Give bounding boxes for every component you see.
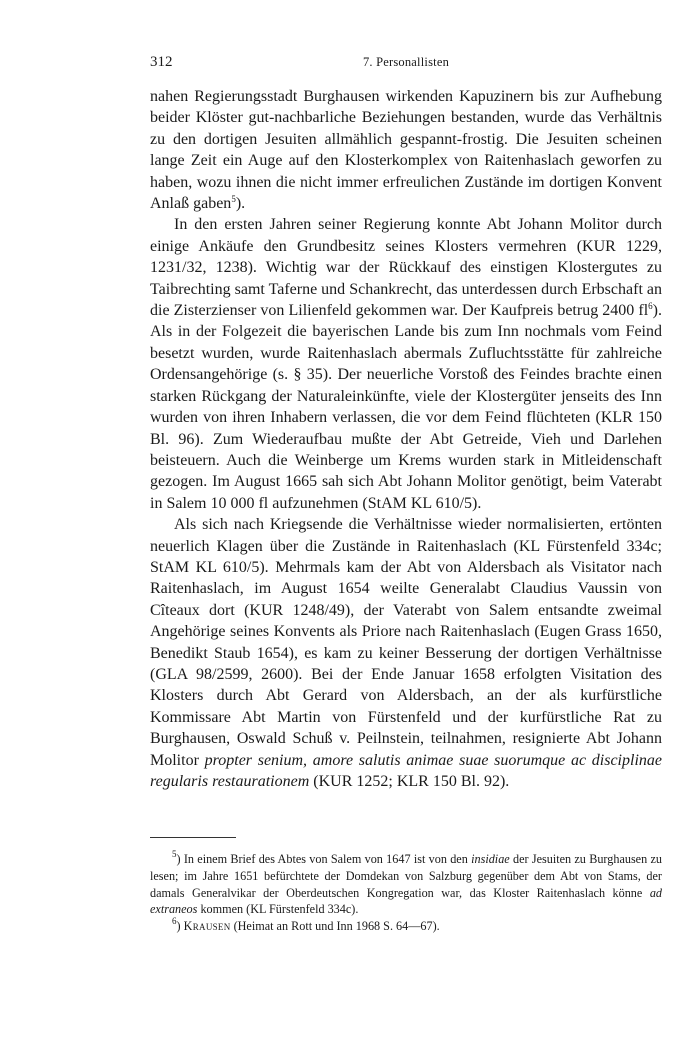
footnote-6-author: Krausen: [183, 919, 231, 934]
footnote-ref-5: 5: [231, 194, 236, 205]
paragraph-3: [150, 514, 662, 792]
footnote-6-mark: 6: [172, 916, 177, 927]
footnote-divider: [150, 837, 236, 838]
paragraph-1-text: nahen Regierungsstadt Burghausen wirkenden Kapuzinern bis zur Aufhebung beider Klöster gut-nachbarliche Beziehungen bestanden, wurde das Verhältnis zu den dortigen Jesuiten allmählich gespannt-frostig. Die Jesuiten scheinen lange Zeit ein Auge auf den Klosterkomplex von Raitenhaslach geworfen zu haben, wozu ihnen die nicht immer erfreulichen Zustände im dortigen Konvent Anlaß gaben: [150, 88, 662, 213]
latin-quote: propter senium, amore salutis animae suae suorumque ac disciplinae regularis restaurationem: [150, 751, 662, 790]
footnote-5: [150, 851, 662, 918]
footnote-6-text-a: ): [176, 919, 184, 934]
footnotes: [150, 851, 662, 935]
footnote-5-italic-1: insidiae: [471, 852, 510, 866]
paragraph-3-text-a: Als sich nach Kriegsende die Verhältnisse wieder normalisierten, ertönten neuerlich Klagen über die Zustände in Raitenhaslach (KL Fürstenfeld 334c; StAM KL 610/5). Mehrmals kam der Abt von Aldersbach als Visitator nach Raitenhaslach, im August 1654 weilte Generalabt Claudius Vaussin von Cîteaux dort (KUR 1248/49), der Vaterabt von Salem entsandte zweimal Angehörige seines Konvents als Priore nach Raitenhaslach (Eugen Grass 1650, Benedikt Staub 1654), es kam zu keiner Besserung der dortigen Verhältnisse (GLA 98/2599, 2600). Bei der Ende Januar 1658 erfolgten Visitation des Klosters durch Abt Gerard von Aldersbach, an der als kurfürstliche Kommissare Abt Martin von Fürstenfeld und der kurfürstliche Rat zu Burghausen, Oswald Schuß v. Peilnstein, teilnahmen, resignierte Abt Johann Molitor: [150, 516, 662, 769]
paragraph-2: [150, 214, 662, 514]
page-number: 312: [150, 54, 173, 70]
footnote-5-italic-2: ad extraneos: [150, 885, 662, 917]
footnote-6: [150, 918, 662, 935]
paragraph-2-text-b: ). Als in der Folgezeit die bayerischen Lande bis zum Inn nochmals vom Feind besetzt wurden, wurde Raitenhaslach abermals Zufluchtsstätte für zahlreiche Ordensangehörige (s. § 35). Der neuerliche Vorstoß des Feindes brachte einen starken Rückgang der Naturaleinkünfte, viele der Klostergüter jenseits des Inn wurden von ihren Inhabern verlassen, die vor dem Feind flüchteten (KLR 150 Bl. 96). Zum Wiederaufbau mußte der Abt Getreide, Vieh und Darlehen beisteuern. Auch die Weinberge um Krems wurden stark in Mitleidenschaft gezogen. Im August 1665 sah sich Abt Johann Molitor genötigt, beim Vaterabt in Salem 10 000 fl aufzunehmen (StAM KL 610/5).: [150, 302, 662, 512]
running-header: [150, 54, 662, 74]
paragraph-3-text-b: (KUR 1252; KLR 150 Bl. 92).: [309, 773, 510, 790]
running-title: 7. Personallisten: [362, 55, 450, 69]
paragraph-1-end: ).: [235, 195, 246, 213]
paragraph-1: [150, 86, 662, 214]
main-text: [150, 86, 662, 792]
footnote-ref-6: 6: [648, 301, 653, 312]
footnote-5-text-a: ) In einem Brief des Abtes von Salem von 1647 ist von den: [176, 852, 472, 866]
footnote-5-mark: 5: [172, 849, 177, 859]
footnote-5-text-b: der Jesuiten zu Burghausen zu lesen; im Jahre 1651 befürchtete der Domdekan von Salzburg gegenüber dem Abt von Stams, der damals Generalvikar der Oberdeutschen Kongregation war, das Kloster Raitenhaslach könne: [150, 852, 662, 900]
paragraph-2-text-a: In den ersten Jahren seiner Regierung konnte Abt Johann Molitor durch einige Ankäufe den Grundbesitz seines Klosters vermehren (KUR 1229, 1231/32, 1238). Wichtig war der Rückkauf des einstigen Klostergutes zu Taibrechting samt Taferne und Schankrecht, das unterdessen durch Erbschaft an die Zisterzienser von Lilienfeld gekommen war. Der Kaufpreis betrug 2400 fl: [150, 216, 662, 320]
footnote-5-text-c: kommen (KL Fürstenfeld 334c).: [197, 902, 359, 917]
footnote-6-text-b: (Heimat an Rott und Inn 1968 S. 64—67).: [230, 919, 440, 934]
